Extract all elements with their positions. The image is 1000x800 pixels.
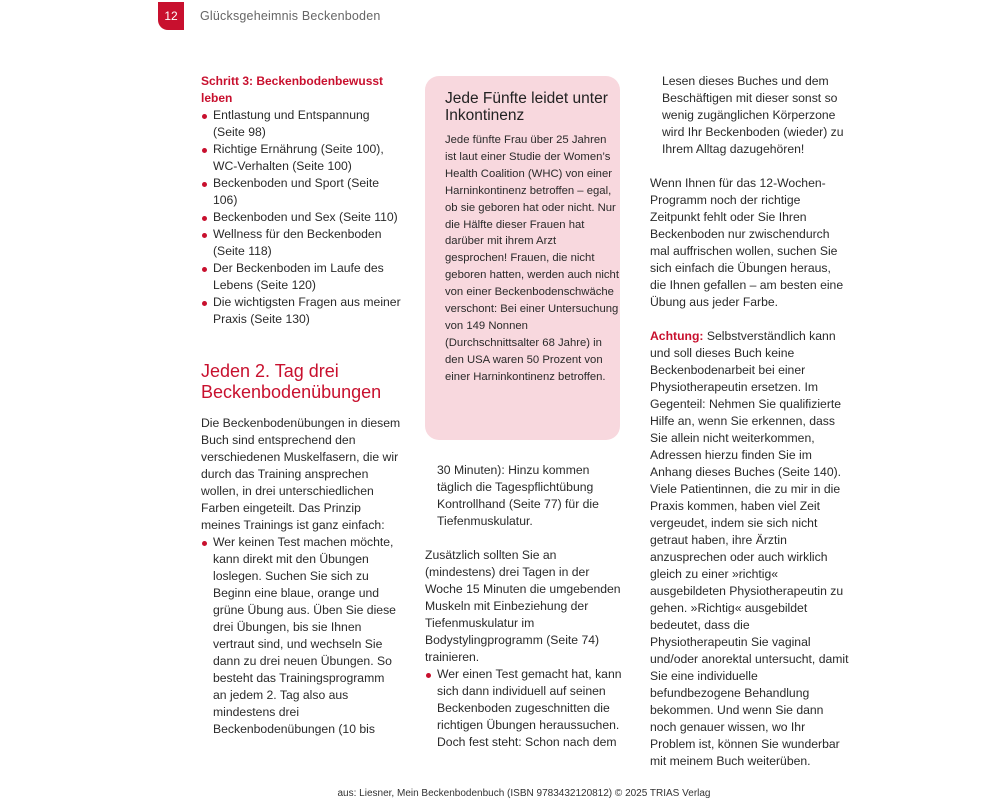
section-heading: Jeden 2. Tag drei Beckenbodenübungen xyxy=(201,361,382,402)
list-item: Die wichtigsten Fragen aus meiner Praxis (Seite 130) xyxy=(201,294,401,328)
list-item: Wellness für den Beckenboden (Seite 118) xyxy=(201,226,401,260)
step-list xyxy=(201,107,401,328)
info-box-text: Jede fünfte Frau über 25 Jahren ist laut einer Studie der Women’s Health Coalition (WHC) von einer Harninkontinenz betroffen – egal, ob sie geboren hat oder nicht. Nur die Hälfte dieser Frauen hat darüber mit ihrem Arzt gesprochen! Frauen, die nicht geboren hatten, werden auch nicht von einer Beckenbodenschwäche verschont: Bei einer Untersuchung von 149 Nonnen (Durchschnittsalter 68 Jahre) in den USA waren 50 Prozent von einer Harninkontinenz betroffen. xyxy=(445,134,619,383)
list-item: Wer einen Test gemacht hat, kann sich dann individuell auf seinen Beckenboden zugeschnitten die richtigen Übungen heraussuchen. Doch fest steht: Schon nach dem xyxy=(425,666,625,751)
test-list xyxy=(425,666,625,751)
list-item: Beckenboden und Sport (Seite 106) xyxy=(201,175,401,209)
column-right xyxy=(650,73,850,770)
list-item: Entlastung und Entspannung (Seite 98) xyxy=(201,107,401,141)
list-item: Wer keinen Test machen möchte, kann direkt mit den Übungen loslegen. Suchen Sie sich zu Beginn eine blaue, orange und grüne Übung aus. Üben Sie diese drei Übungen, bis sie Ihnen vertraut sind, und wechseln Sie dann zu drei neuen Übungen. So besteht das Trainingsprogramm an jedem 2. Tag also aus mindestens drei Beckenbodenübungen (10 bis xyxy=(201,534,401,738)
list-item: Beckenboden und Sex (Seite 110) xyxy=(201,209,401,226)
info-box xyxy=(425,76,620,440)
list-item: Richtige Ernährung (Seite 100), WC-Verhalten (Seite 100) xyxy=(201,141,401,175)
info-box-title: Jede Fünfte leidet unter Inkontinenz xyxy=(445,90,608,124)
method-list xyxy=(201,534,401,738)
footer-credit xyxy=(0,788,1000,799)
paragraph: Zusätzlich sollten Sie an (mindestens) drei Tagen in der Woche 15 Minuten die umgebenden Muskeln mit Einbeziehung der Tiefenmuskulatur im Bodystylingprogramm (Seite 74) trainieren. xyxy=(425,548,621,664)
running-title: Glücksgeheimnis Beckenboden xyxy=(200,9,381,23)
column-left xyxy=(201,73,401,738)
column-middle xyxy=(425,462,625,751)
warning-text: Selbstverständlich kann und soll dieses Buch keine Beckenbodenarbeit bei einer Physiotherapeutin ersetzen. Im Gegenteil: Nehmen Sie qualifizierte Hilfe an, wenn Sie erkennen, dass Sie allein nicht weiterkommen, Adressen hierzu finden Sie im Anhang dieses Buches (Seite 140). Viele Patientinnen, die zu mir in die Praxis kommen, haben viel Zeit vergeudet, indem sie sich nicht getraut haben, ihre Ärztin anzusprechen oder auch wirklich gleich zu einer »richtig« ausgebildeten Physiotherapeutin zu gehen. »Richtig« ausgebildet bedeutet, dass die Physiotherapeutin Sie vaginal und/oder anorektal untersucht, damit Sie eine individuelle befundbezogene Behandlung bekommen. Und wenn Sie dann noch genauer wissen, wo Ihr Problem ist, können Sie wunderbar mit meinem Buch weiterüben. xyxy=(650,329,849,768)
list-item: Der Beckenboden im Laufe des Lebens (Seite 120) xyxy=(201,260,401,294)
intro-paragraph: Die Beckenbodenübungen in diesem Buch sind entsprechend den verschiedenen Muskelfasern, die wir durch das Training ansprechen wollen, in drei unterschiedlichen Farben eingeteilt. Das Prinzip meines Trainings ist ganz einfach: xyxy=(201,416,401,532)
warning-paragraph xyxy=(650,328,850,770)
warning-label: Achtung: xyxy=(650,329,704,343)
continued-text: 30 Minuten): Hinzu kommen täglich die Tagespflichtübung Kontrollhand (Seite 77) für die Tiefenmuskulatur. xyxy=(437,463,599,528)
page-number: 12 xyxy=(158,2,184,30)
paragraph: Lesen dieses Buches und dem Beschäftigen mit dieser sonst so wenig zugänglichen Körperzone wird Ihr Beckenboden (wieder) zu Ihrem Alltag dazugehören! xyxy=(662,74,844,156)
footer-text: aus: Liesner, Mein Beckenbodenbuch (ISBN 9783432120812) © 2025 TRIAS Verlag xyxy=(337,788,711,799)
paragraph: Wenn Ihnen für das 12-Wochen-Programm noch der richtige Zeitpunkt fehlt oder Sie Ihren Beckenboden nur zwischendurch mal auffrischen wollen, suchen Sie sich einfach die Übungen heraus, die Ihnen gefallen – am besten eine Übung aus jeder Farbe. xyxy=(650,176,844,309)
step-subheading: Schritt 3: Beckenbodenbewusst leben xyxy=(201,74,384,105)
